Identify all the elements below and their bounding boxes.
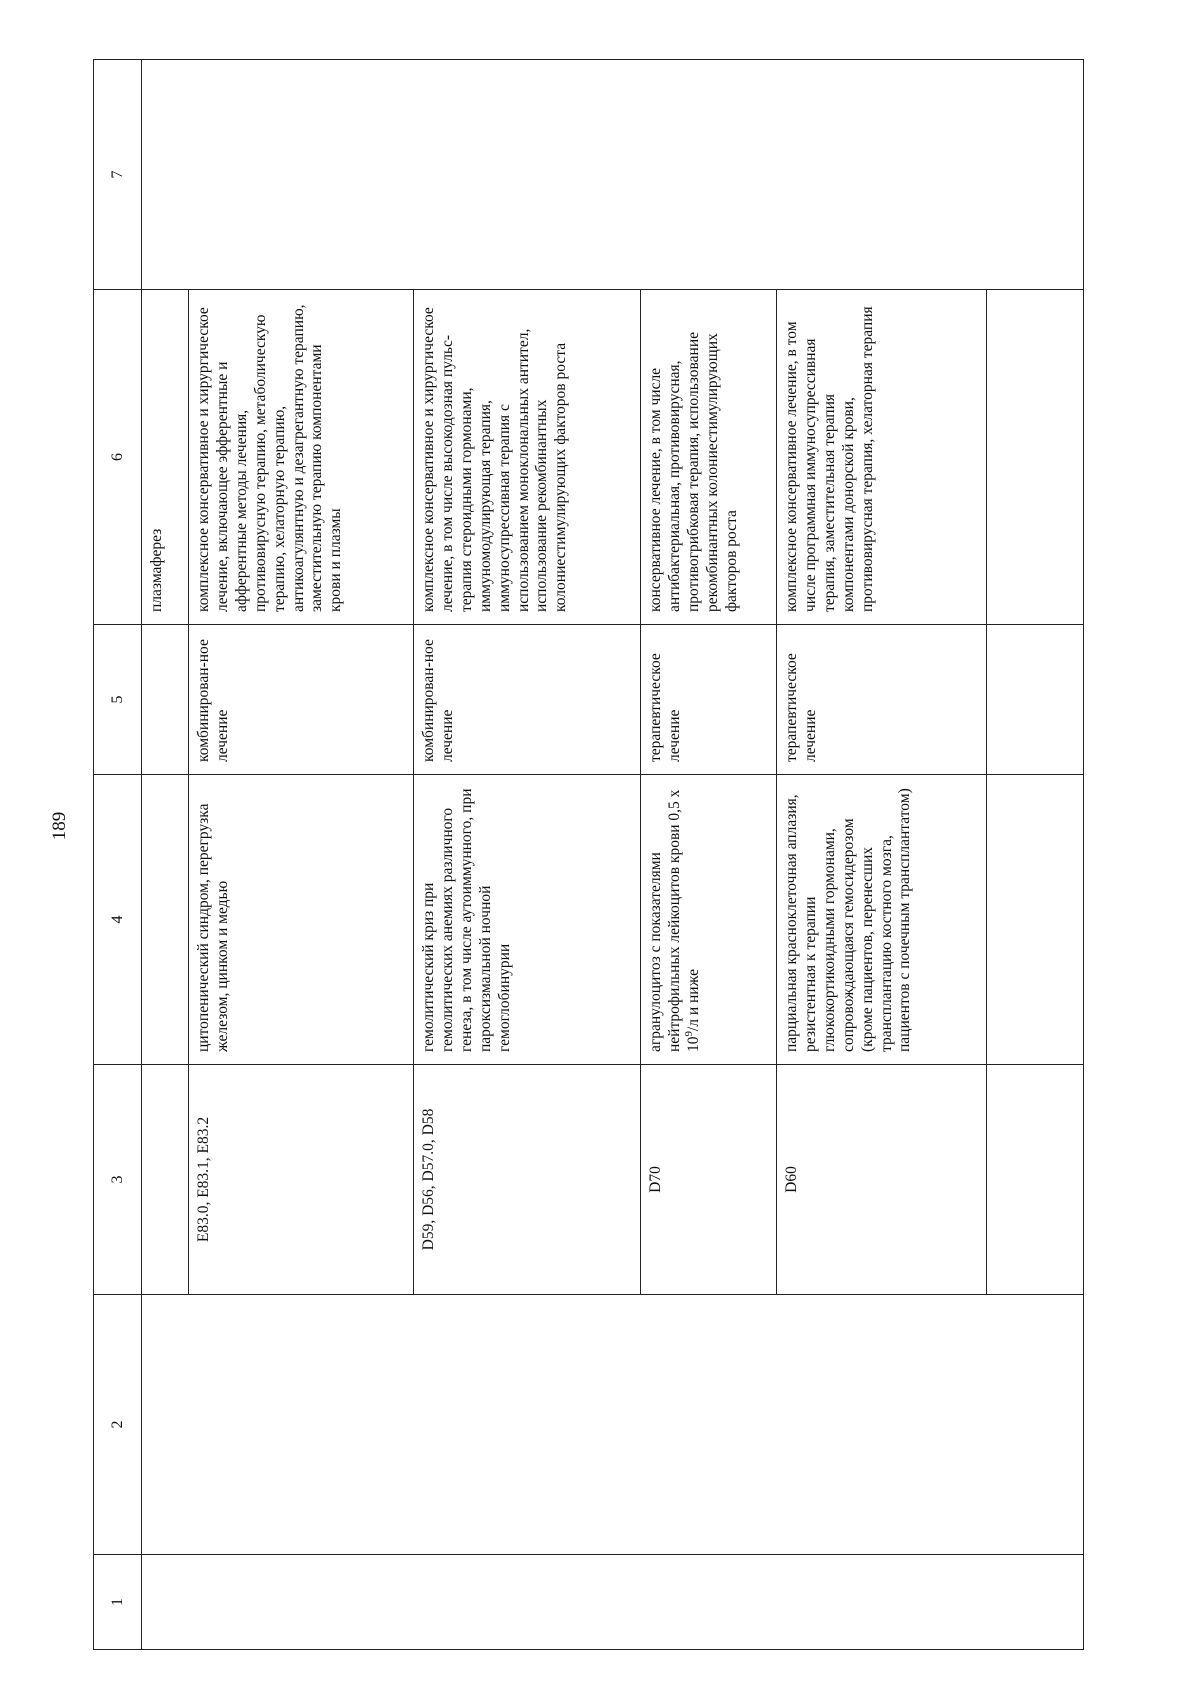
cell-diagnosis: парциальная красноклеточная аплазия, резистентная к терапии глюкокортикоидными гормонами, сопровождающаяся гемосидерозом (кроме пациентов, перенесших трансплантацию костного мозга, пациентов с почечным трансплантатом) (777, 775, 987, 1065)
table-row (142, 60, 189, 1650)
column-number: 4 (94, 775, 142, 1065)
cell-diagnosis: цитопенический синдром, перегрузка железом, цинком и медью (189, 775, 414, 1065)
cell-diagnosis (142, 775, 189, 1065)
column-number: 1 (94, 1555, 142, 1650)
diagnosis-text: /л и ниже (684, 969, 702, 1032)
cell-treatment-type: комбинирован-ное лечение (414, 625, 641, 775)
column-number: 3 (94, 1065, 142, 1295)
column-number: 2 (94, 1295, 142, 1555)
cell-method: комплексное консервативное и хирургическое лечение, включающее эфферентные и афферентные методы лечения, противовирусную терапию, метаболическую терапию, хелаторную терапию, антикоагулянтную и дезагрегантную терапию, заместительную терапию компонентами крови и плазмы (189, 290, 414, 625)
cell-treatment-type: терапевтическое лечение (641, 625, 777, 775)
cell-diagnosis (987, 775, 1084, 1065)
column-number-row (94, 60, 142, 1650)
column-number: 6 (94, 290, 142, 625)
cell-col2 (142, 1295, 1084, 1555)
cell-codes: D59, D56, D57.0, D58 (414, 1065, 641, 1295)
cell-codes: D70 (641, 1065, 777, 1295)
cell-codes: E83.0, E83.1, E83.2 (189, 1065, 414, 1295)
cell-codes: D60 (777, 1065, 987, 1295)
column-number: 7 (94, 60, 142, 290)
cell-codes (142, 1065, 189, 1295)
cell-method: комплексное консервативное и хирургическое лечение, в том числе высокодозная пульс-терапия стероидными гормонами, иммуномодулирующая терапия, иммуносупрессивная терапия с использованием моноклональных антител, использование рекомбинантных колониестимулирующих факторов роста (414, 290, 641, 625)
cell-diagnosis (641, 775, 777, 1065)
cell-treatment-type (987, 625, 1084, 775)
cell-method (987, 290, 1084, 625)
cell-treatment-type (142, 625, 189, 775)
page-number: 189 (49, 811, 70, 841)
cell-method: комплексное консервативное лечение, в том числе программная иммуносупрессивная терапия, заместительная терапия компонентами донорской крови, противовирусная терапия, хелаторная терапия (777, 290, 987, 625)
column-number: 5 (94, 625, 142, 775)
rotated-table-container (93, 60, 1083, 1650)
cell-treatment-type: терапевтическое лечение (777, 625, 987, 775)
medical-care-table (93, 59, 1084, 1650)
cell-col1 (142, 1555, 1084, 1650)
cell-diagnosis: гемолитический криз при гемолитических анемиях различного генеза, в том числе аутоиммунного, при пароксизмальной ночной гемоглобинурии (414, 775, 641, 1065)
cell-method: плазмаферез (142, 290, 189, 625)
cell-method: консервативное лечение, в том числе антибактериальная, противовирусная, противогрибковая терапия, использование рекомбинантных колониестимулирующих факторов роста (641, 290, 777, 625)
cell-col7 (142, 60, 1084, 290)
cell-codes (987, 1065, 1084, 1295)
cell-treatment-type: комбинирован-ное лечение (189, 625, 414, 775)
exponent: 9 (682, 1031, 695, 1037)
diagnosis-text: агранулоцитоз с показателями нейтрофильных лейкоцитов крови 0,5 x 10 (647, 789, 702, 1052)
